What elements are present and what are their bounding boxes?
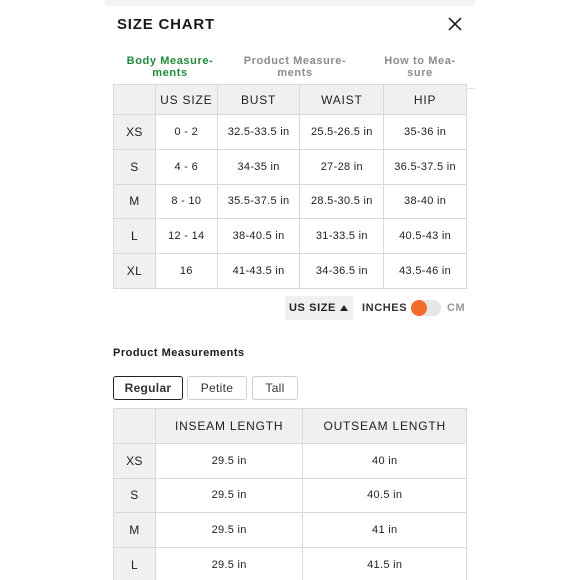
- tab-label-line2: ments: [152, 67, 188, 79]
- table-row: [114, 254, 467, 289]
- header-cell: [114, 409, 156, 444]
- table-cell: 34-35 in: [217, 149, 300, 184]
- tab-label-line2: sure: [407, 67, 433, 79]
- table-cell: 4 - 6: [155, 149, 217, 184]
- size-label-cell: S: [114, 478, 156, 513]
- table-cell: 12 - 14: [155, 219, 217, 254]
- table-cell: 31-33.5 in: [300, 219, 384, 254]
- size-label-cell: L: [114, 219, 156, 254]
- tab-label-line1: Product Measure-: [243, 55, 347, 67]
- table-cell: 29.5 in: [155, 513, 303, 548]
- table-cell: 32.5-33.5 in: [217, 115, 300, 150]
- table-cell: 40.5 in: [303, 478, 467, 513]
- table-cell: 28.5-30.5 in: [300, 184, 384, 219]
- header-cell: INSEAM LENGTH: [155, 409, 303, 444]
- body-measurements-table: [113, 84, 467, 289]
- table-cell: 0 - 2: [155, 115, 217, 150]
- product-measurements-title: Product Measurements: [113, 347, 245, 359]
- table-cell: 35.5-37.5 in: [217, 184, 300, 219]
- close-icon: [445, 14, 465, 34]
- tab-label-line1: How to Mea-: [384, 55, 456, 67]
- modal-title: SIZE CHART: [117, 16, 215, 33]
- table-cell: 38-40.5 in: [217, 219, 300, 254]
- table-cell: 34-36.5 in: [300, 254, 384, 289]
- cm-label: CM: [447, 302, 466, 314]
- table-cell: 29.5 in: [155, 444, 303, 479]
- header-cell: [114, 85, 156, 115]
- table-cell: 36.5-37.5 in: [384, 149, 467, 184]
- table-cell: 16: [155, 254, 217, 289]
- table-cell: 43.5-46 in: [384, 254, 467, 289]
- inches-label: INCHES: [362, 302, 408, 314]
- size-label-cell: M: [114, 184, 156, 219]
- table-row: [114, 547, 467, 580]
- fit-petite-button[interactable]: Petite: [187, 376, 247, 400]
- table-row: [114, 513, 467, 548]
- size-chart-modal: [105, 0, 475, 580]
- table-row: [114, 444, 467, 479]
- size-label-cell: XL: [114, 254, 156, 289]
- fit-tall-button[interactable]: Tall: [252, 376, 298, 400]
- table-cell: 8 - 10: [155, 184, 217, 219]
- header-cell: OUTSEAM LENGTH: [303, 409, 467, 444]
- tab-product-measurements[interactable]: [240, 50, 350, 88]
- tab-body-measurements[interactable]: [115, 50, 225, 88]
- tab-label-line1: Body Measure-: [126, 55, 214, 67]
- size-system-dropdown[interactable]: [285, 296, 353, 320]
- table-header-row: [114, 85, 467, 115]
- table-cell: 29.5 in: [155, 547, 303, 580]
- unit-toggle[interactable]: [411, 300, 441, 316]
- toggle-knob: [411, 300, 427, 316]
- table-cell: 27-28 in: [300, 149, 384, 184]
- fit-regular-button[interactable]: Regular: [113, 376, 183, 400]
- table-row: [114, 219, 467, 254]
- size-label-cell: S: [114, 149, 156, 184]
- header-cell: HIP: [384, 85, 467, 115]
- table-cell: 29.5 in: [155, 478, 303, 513]
- header-cell: BUST: [217, 85, 300, 115]
- table-row: [114, 115, 467, 150]
- table-cell: 25.5-26.5 in: [300, 115, 384, 150]
- table-row: [114, 149, 467, 184]
- table-cell: 40 in: [303, 444, 467, 479]
- size-label-cell: L: [114, 547, 156, 580]
- header-cell: US SIZE: [155, 85, 217, 115]
- size-label-cell: XS: [114, 444, 156, 479]
- product-measurements-table: [113, 408, 467, 580]
- table-cell: 41.5 in: [303, 547, 467, 580]
- table-cell: 40.5-43 in: [384, 219, 467, 254]
- size-label-cell: M: [114, 513, 156, 548]
- tab-how-to-measure[interactable]: [365, 50, 475, 88]
- table-header-row: [114, 409, 467, 444]
- table-cell: 41 in: [303, 513, 467, 548]
- size-system-label: US SIZE: [289, 302, 336, 314]
- table-row: [114, 478, 467, 513]
- header-cell: WAIST: [300, 85, 384, 115]
- close-button[interactable]: [445, 14, 465, 34]
- table-row: [114, 184, 467, 219]
- table-cell: 35-36 in: [384, 115, 467, 150]
- table-cell: 38-40 in: [384, 184, 467, 219]
- table-cell: 41-43.5 in: [217, 254, 300, 289]
- tab-label-line2: ments: [277, 67, 313, 79]
- size-label-cell: XS: [114, 115, 156, 150]
- caret-up-icon: [340, 305, 348, 311]
